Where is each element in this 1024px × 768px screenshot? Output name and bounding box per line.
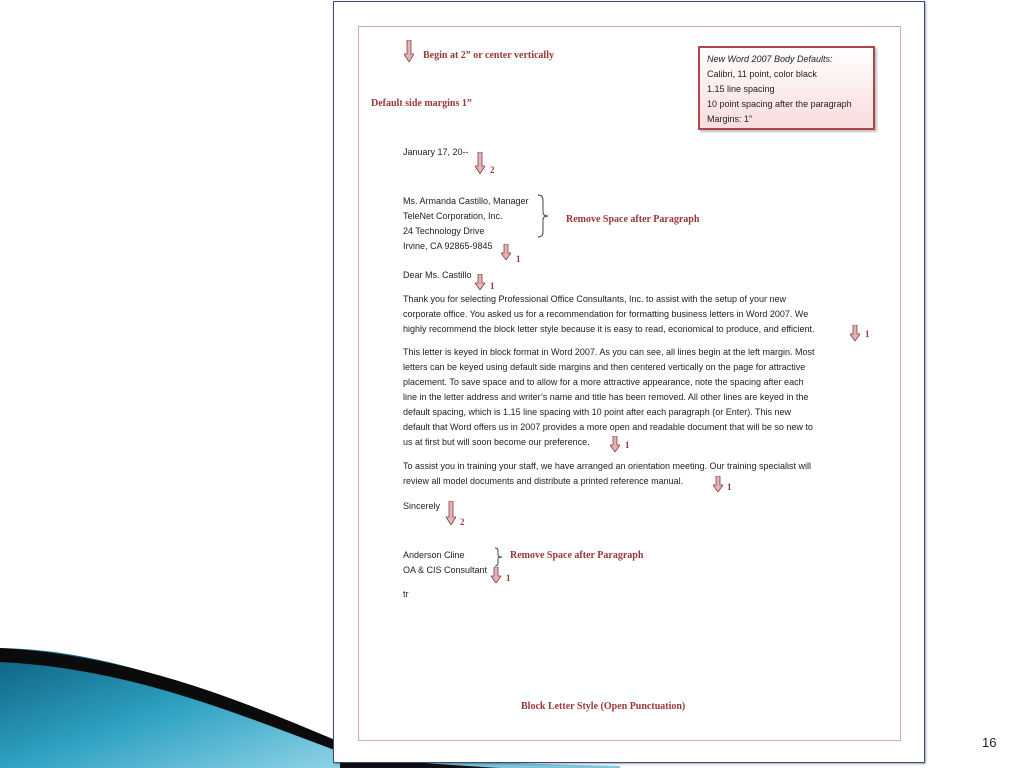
spacing-mark: 1 bbox=[490, 281, 495, 291]
paragraph-line: placement. To save space and to allow for a more attractive appearance, note the spacing after each bbox=[403, 377, 804, 387]
paragraph-line: To assist you in training your staff, we have arranged an orientation meeting. Our training specialist will bbox=[403, 461, 812, 471]
brace-icon bbox=[537, 194, 549, 238]
caption: Block Letter Style (Open Punctuation) bbox=[521, 701, 686, 712]
begin-note: Begin at 2” or center vertically bbox=[423, 50, 554, 61]
spacing-mark: 1 bbox=[865, 329, 870, 339]
down-arrow-icon bbox=[491, 567, 501, 583]
body-paragraph-1 bbox=[403, 292, 873, 337]
address-line: Irvine, CA 92865-9845 bbox=[403, 241, 493, 251]
remove-space-note: Remove Space after Paragraph bbox=[510, 550, 644, 561]
spacing-mark: 1 bbox=[727, 482, 732, 492]
slide-number: 16 bbox=[982, 735, 997, 750]
down-arrow-icon bbox=[501, 244, 511, 260]
paragraph-line: corporate office. You asked us for a recommendation for formatting business letters in Word 2007. We bbox=[403, 309, 809, 319]
spacing-mark: 1 bbox=[625, 440, 630, 450]
spacing-mark: 1 bbox=[516, 254, 521, 264]
down-arrow-icon bbox=[404, 40, 414, 62]
paragraph-line: letters can be keyed using default side margins and then centered vertically on the page for attractive bbox=[403, 362, 806, 372]
paragraph-line: Thank you for selecting Professional Office Consultants, Inc. to assist with the setup of your new bbox=[403, 294, 787, 304]
letter-date: January 17, 20-- bbox=[403, 147, 469, 157]
down-arrow-icon bbox=[850, 325, 860, 341]
down-arrow-icon bbox=[475, 152, 485, 174]
down-arrow-icon bbox=[610, 436, 620, 452]
paragraph-line: line in the letter address and writer’s name and title has been removed. All other lines are keyed in the bbox=[403, 392, 809, 402]
complimentary-close: Sincerely bbox=[403, 501, 441, 511]
reference-initials: tr bbox=[403, 589, 409, 599]
down-arrow-icon bbox=[475, 274, 485, 290]
paragraph-line: review all model documents and distribute a printed reference manual. bbox=[403, 476, 684, 486]
signer-name: Anderson Cline bbox=[403, 550, 465, 560]
spacing-mark: 1 bbox=[506, 573, 511, 583]
paragraph-line: highly recommend the block letter style because it is easy to read, economical to produce, and efficient. bbox=[403, 324, 815, 334]
document-page bbox=[333, 1, 925, 763]
defaults-callout bbox=[698, 46, 875, 130]
defaults-heading: New Word 2007 Body Defaults: bbox=[707, 54, 833, 64]
paragraph-line: default that Word offers us in 2007 provides a more open and readable document that will be so new to bbox=[403, 422, 813, 432]
paragraph-line: us at first but will soon become our preference. bbox=[403, 437, 590, 447]
down-arrow-icon bbox=[713, 476, 723, 492]
brace-icon bbox=[494, 547, 503, 567]
remove-space-note: Remove Space after Paragraph bbox=[566, 214, 700, 225]
defaults-line: Calibri, 11 point, color black bbox=[707, 69, 817, 79]
address-line: 24 Technology Drive bbox=[403, 226, 485, 236]
spacing-mark: 2 bbox=[460, 517, 465, 527]
down-arrow-icon bbox=[446, 501, 456, 525]
address-line: Ms. Armanda Castillo, Manager bbox=[403, 196, 529, 206]
signer-title: OA & CIS Consultant bbox=[403, 565, 488, 575]
signature-block bbox=[403, 548, 487, 578]
body-paragraph-2 bbox=[403, 345, 873, 450]
paragraph-line: default spacing, which is 1.15 line spacing with 10 point after each paragraph (or Enter). This new bbox=[403, 407, 792, 417]
defaults-line: 10 point spacing after the paragraph bbox=[707, 99, 852, 109]
defaults-line: Margins: 1” bbox=[707, 114, 753, 124]
paragraph-line: This letter is keyed in block format in Word 2007. As you can see, all lines begin at the left margin. Most bbox=[403, 347, 815, 357]
salutation: Dear Ms. Castillo bbox=[403, 270, 472, 280]
defaults-line: 1.15 line spacing bbox=[707, 84, 775, 94]
spacing-mark: 2 bbox=[490, 165, 495, 175]
address-line: TeleNet Corporation, Inc. bbox=[403, 211, 503, 221]
margins-note: Default side margins 1” bbox=[371, 98, 472, 109]
body-paragraph-3 bbox=[403, 459, 873, 489]
